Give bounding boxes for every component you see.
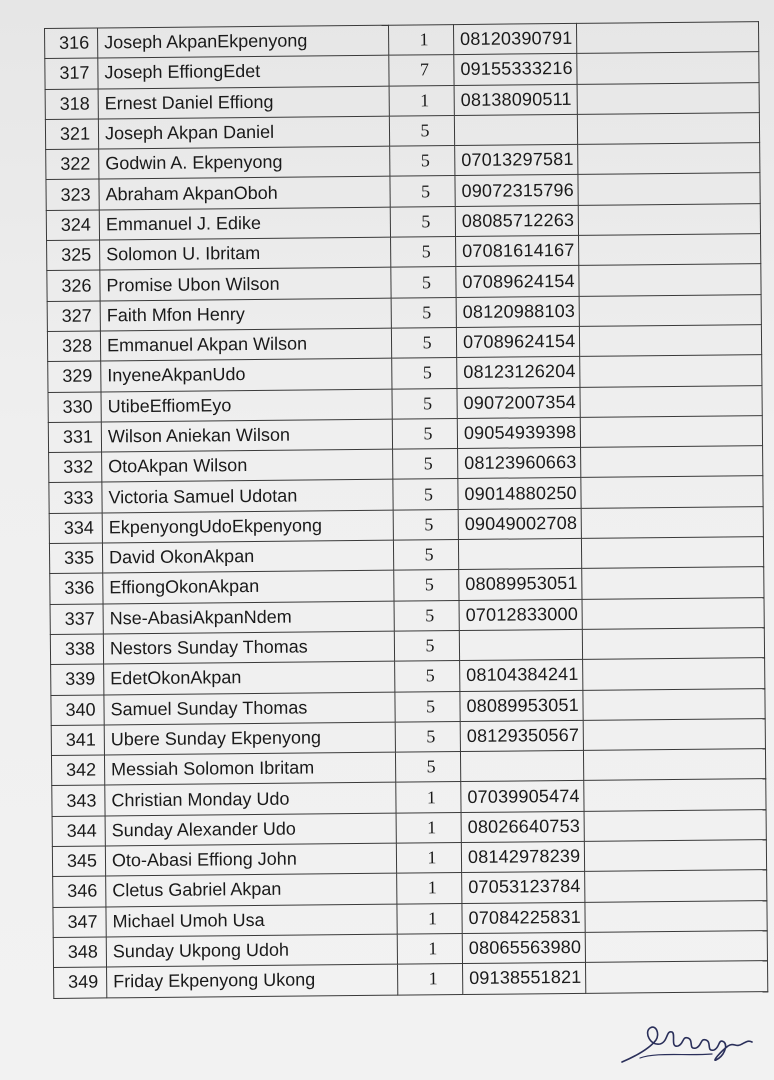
blank-cell bbox=[579, 264, 761, 296]
blank-cell bbox=[580, 385, 762, 417]
serial-number-cell: 326 bbox=[47, 270, 100, 301]
phone-cell: 08120390791 bbox=[453, 23, 576, 54]
phone-cell: 08123126204 bbox=[457, 357, 580, 388]
name-cell: Christian Monday Udo bbox=[105, 783, 396, 816]
name-cell: Michael Umoh Usa bbox=[106, 904, 397, 937]
blank-cell bbox=[584, 840, 766, 872]
group-cell: 1 bbox=[397, 873, 462, 904]
serial-number-cell: 333 bbox=[49, 482, 102, 513]
phone-cell: 09072315796 bbox=[455, 175, 578, 206]
phone-cell bbox=[454, 114, 577, 145]
phone-cell: 07053123784 bbox=[462, 872, 585, 903]
serial-number-cell: 345 bbox=[52, 846, 105, 877]
serial-number-cell: 346 bbox=[53, 876, 106, 907]
blank-cell bbox=[585, 900, 767, 932]
serial-number-cell: 349 bbox=[54, 967, 107, 998]
name-cell: Sunday Alexander Udo bbox=[105, 813, 396, 846]
blank-cell bbox=[576, 22, 758, 54]
group-cell: 5 bbox=[393, 479, 458, 510]
name-cell: UtibeEffiomEyo bbox=[101, 389, 392, 422]
serial-number-cell: 323 bbox=[46, 179, 99, 210]
phone-cell: 09155333216 bbox=[454, 54, 577, 85]
serial-number-cell: 332 bbox=[49, 452, 102, 483]
phone-cell: 07089624154 bbox=[456, 326, 579, 357]
serial-number-cell: 329 bbox=[48, 361, 101, 392]
group-cell: 5 bbox=[391, 328, 456, 359]
blank-cell bbox=[581, 506, 763, 538]
blank-cell bbox=[581, 446, 763, 478]
blank-cell bbox=[582, 628, 764, 660]
phone-cell: 07013297581 bbox=[455, 145, 578, 176]
name-cell: Emmanuel Akpan Wilson bbox=[100, 328, 391, 361]
phone-cell: 07081614167 bbox=[456, 235, 579, 266]
blank-cell bbox=[583, 658, 765, 690]
group-cell: 1 bbox=[398, 964, 463, 995]
group-cell: 5 bbox=[395, 691, 460, 722]
blank-cell bbox=[581, 537, 763, 569]
table-row bbox=[54, 961, 768, 998]
handwritten-signature bbox=[616, 1012, 756, 1070]
group-cell: 1 bbox=[389, 85, 454, 116]
name-cell: Victoria Samuel Udotan bbox=[102, 480, 393, 513]
group-cell: 5 bbox=[395, 752, 460, 783]
serial-number-cell: 344 bbox=[52, 816, 105, 847]
blank-cell bbox=[585, 931, 767, 963]
name-cell: Wilson Aniekan Wilson bbox=[101, 419, 392, 452]
group-cell: 5 bbox=[395, 661, 460, 692]
group-cell: 5 bbox=[391, 297, 456, 328]
group-cell: 1 bbox=[396, 782, 461, 813]
serial-number-cell: 336 bbox=[50, 573, 103, 604]
phone-cell bbox=[460, 750, 583, 781]
phone-cell: 07012833000 bbox=[459, 599, 582, 630]
serial-number-cell: 335 bbox=[49, 543, 102, 574]
group-cell: 5 bbox=[391, 237, 456, 268]
serial-number-cell: 337 bbox=[50, 604, 103, 635]
blank-cell bbox=[580, 415, 762, 447]
group-cell: 7 bbox=[389, 55, 454, 86]
phone-cell bbox=[459, 629, 582, 660]
serial-number-cell: 328 bbox=[47, 331, 100, 362]
name-cell: Faith Mfon Henry bbox=[100, 298, 391, 331]
group-cell: 1 bbox=[397, 933, 462, 964]
name-cell: Messiah Solomon Ibritam bbox=[104, 752, 395, 785]
roster-table bbox=[44, 21, 768, 998]
serial-number-cell: 331 bbox=[48, 422, 101, 453]
phone-cell: 09049002708 bbox=[458, 508, 581, 539]
serial-number-cell: 339 bbox=[51, 664, 104, 695]
serial-number-cell: 327 bbox=[47, 301, 100, 332]
blank-cell bbox=[583, 749, 765, 781]
serial-number-cell: 348 bbox=[53, 937, 106, 968]
phone-cell: 09014880250 bbox=[458, 478, 581, 509]
name-cell: Joseph AkpanEkpenyong bbox=[98, 25, 389, 58]
blank-cell bbox=[583, 718, 765, 750]
name-cell: Friday Ekpenyong Ukong bbox=[107, 964, 398, 997]
roster-body bbox=[45, 22, 768, 998]
group-cell: 5 bbox=[393, 449, 458, 480]
serial-number-cell: 334 bbox=[49, 513, 102, 544]
blank-cell bbox=[579, 294, 761, 326]
phone-cell: 08123960663 bbox=[458, 448, 581, 479]
blank-cell bbox=[583, 688, 765, 720]
phone-cell: 08089953051 bbox=[459, 569, 582, 600]
group-cell: 1 bbox=[397, 903, 462, 934]
name-cell: Promise Ubon Wilson bbox=[100, 268, 391, 301]
blank-cell bbox=[578, 143, 760, 175]
group-cell: 5 bbox=[390, 206, 455, 237]
name-cell: EffiongOkonAkpan bbox=[103, 571, 394, 604]
blank-cell bbox=[585, 870, 767, 902]
phone-cell: 08142978239 bbox=[461, 841, 584, 872]
serial-number-cell: 342 bbox=[51, 755, 104, 786]
serial-number-cell: 324 bbox=[46, 210, 99, 241]
group-cell: 1 bbox=[388, 25, 453, 56]
group-cell: 5 bbox=[393, 509, 458, 540]
phone-cell: 07039905474 bbox=[461, 781, 584, 812]
name-cell: InyeneAkpanUdo bbox=[101, 358, 392, 391]
blank-cell bbox=[578, 173, 760, 205]
group-cell: 5 bbox=[392, 358, 457, 389]
group-cell: 5 bbox=[391, 267, 456, 298]
name-cell: Oto-Abasi Effiong John bbox=[105, 843, 396, 876]
phone-cell: 08065563980 bbox=[462, 932, 585, 963]
group-cell: 5 bbox=[393, 540, 458, 571]
name-cell: EkpenyongUdoEkpenyong bbox=[102, 510, 393, 543]
blank-cell bbox=[585, 961, 767, 993]
serial-number-cell: 347 bbox=[53, 907, 106, 938]
group-cell: 5 bbox=[392, 418, 457, 449]
blank-cell bbox=[582, 597, 764, 629]
phone-cell: 09138551821 bbox=[463, 963, 586, 994]
group-cell: 5 bbox=[392, 388, 457, 419]
group-cell: 5 bbox=[390, 176, 455, 207]
blank-cell bbox=[580, 355, 762, 387]
name-cell: Joseph EffiongEdet bbox=[98, 55, 389, 88]
phone-cell: 07084225831 bbox=[462, 902, 585, 933]
phone-cell: 07089624154 bbox=[456, 266, 579, 297]
group-cell: 1 bbox=[396, 843, 461, 874]
phone-cell: 08104384241 bbox=[460, 660, 583, 691]
serial-number-cell: 325 bbox=[47, 240, 100, 271]
serial-number-cell: 340 bbox=[51, 694, 104, 725]
phone-cell: 08138090511 bbox=[454, 84, 577, 115]
name-cell: Sunday Ukpong Udoh bbox=[106, 934, 397, 967]
blank-cell bbox=[579, 234, 761, 266]
blank-cell bbox=[584, 809, 766, 841]
name-cell: Joseph Akpan Daniel bbox=[98, 116, 389, 149]
phone-cell: 08085712263 bbox=[455, 205, 578, 236]
phone-cell: 09054939398 bbox=[457, 417, 580, 448]
phone-cell: 08129350567 bbox=[460, 720, 583, 751]
name-cell: Nse-AbasiAkpanNdem bbox=[103, 601, 394, 634]
name-cell: Ernest Daniel Effiong bbox=[98, 86, 389, 119]
blank-cell bbox=[577, 82, 759, 114]
blank-cell bbox=[577, 52, 759, 84]
name-cell: Nestors Sunday Thomas bbox=[103, 631, 394, 664]
name-cell: Godwin A. Ekpenyong bbox=[99, 146, 390, 179]
group-cell: 5 bbox=[394, 570, 459, 601]
name-cell: Emmanuel J. Edike bbox=[99, 207, 390, 240]
phone-cell: 08089953051 bbox=[460, 690, 583, 721]
group-cell: 5 bbox=[395, 721, 460, 752]
blank-cell bbox=[577, 113, 759, 145]
group-cell: 5 bbox=[390, 146, 455, 177]
group-cell: 5 bbox=[389, 115, 454, 146]
group-cell: 1 bbox=[396, 812, 461, 843]
serial-number-cell: 341 bbox=[51, 725, 104, 756]
name-cell: Cletus Gabriel Akpan bbox=[106, 873, 397, 906]
serial-number-cell: 321 bbox=[45, 119, 98, 150]
serial-number-cell: 338 bbox=[50, 634, 103, 665]
blank-cell bbox=[584, 779, 766, 811]
name-cell: David OkonAkpan bbox=[102, 540, 393, 573]
phone-cell bbox=[458, 538, 581, 569]
serial-number-cell: 343 bbox=[52, 785, 105, 816]
serial-number-cell: 316 bbox=[45, 28, 98, 59]
phone-cell: 09072007354 bbox=[457, 387, 580, 418]
blank-cell bbox=[579, 325, 761, 357]
group-cell: 5 bbox=[394, 600, 459, 631]
name-cell: Ubere Sunday Ekpenyong bbox=[104, 722, 395, 755]
blank-cell bbox=[578, 203, 760, 235]
blank-cell bbox=[581, 476, 763, 508]
phone-cell: 08120988103 bbox=[456, 296, 579, 327]
blank-cell bbox=[582, 567, 764, 599]
phone-cell: 08026640753 bbox=[461, 811, 584, 842]
name-cell: EdetOkonAkpan bbox=[104, 661, 395, 694]
serial-number-cell: 317 bbox=[45, 58, 98, 89]
group-cell: 5 bbox=[394, 630, 459, 661]
serial-number-cell: 330 bbox=[48, 392, 101, 423]
serial-number-cell: 322 bbox=[46, 149, 99, 180]
name-cell: OtoAkpan Wilson bbox=[102, 449, 393, 482]
name-cell: Samuel Sunday Thomas bbox=[104, 692, 395, 725]
name-cell: Abraham AkpanOboh bbox=[99, 177, 390, 210]
name-cell: Solomon U. Ibritam bbox=[100, 237, 391, 270]
serial-number-cell: 318 bbox=[45, 89, 98, 120]
